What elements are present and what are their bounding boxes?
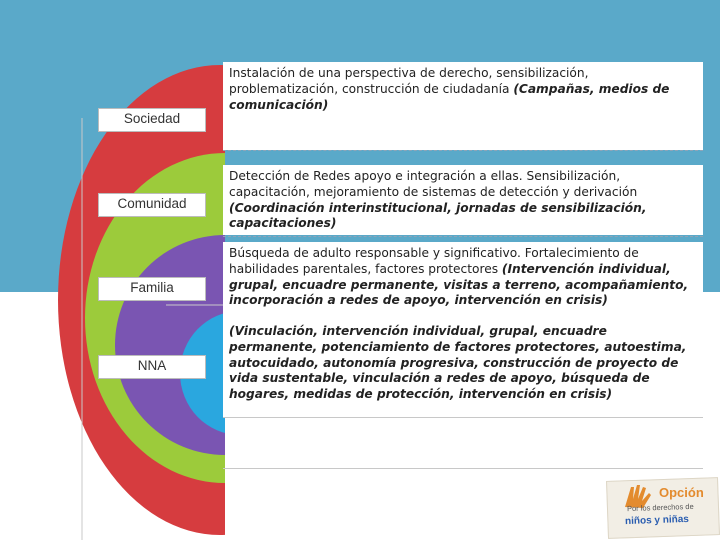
desc-sociedad (223, 62, 703, 150)
opcion-logo (607, 475, 717, 537)
desc-sociedad-text: Instalación de una perspectiva de derecho, sensibilización, problematización, construcción de ciudadanía (229, 66, 589, 96)
separator-4 (223, 417, 703, 418)
desc-familia-text: Búsqueda de adulto responsable y significativo. Fortalecimiento de habilidades parentales, factores protectores (229, 246, 639, 276)
logo-brand: Opción (659, 485, 704, 500)
label-sociedad: Sociedad (98, 108, 206, 132)
desc-familia (223, 242, 703, 322)
desc-nna-italic: (Vinculación, intervención individual, grupal, encuadre permanente, potenciamiento de factores protectores, autoestima, autocuidado, autonomía progresiva, construcción de proyecto de vida sustentable, vinculación a redes de apoyo, búsqueda de hogares, medidas de protección, intervención en crisis) (229, 324, 687, 402)
logo-tagline: Por los derechos de (626, 501, 694, 514)
separator-2 (223, 236, 703, 237)
separator-1 (223, 150, 703, 151)
label-familia: Familia (98, 277, 206, 301)
label-comunidad: Comunidad (98, 193, 206, 217)
desc-sociedad-italic: (Campañas, medios de comunicación) (229, 81, 670, 112)
label-nna: NNA (98, 355, 206, 379)
desc-comunidad-italic: (Coordinación interinstitucional, jornadas de sensibilización, capacitaciones) (229, 200, 647, 231)
desc-familia-italic: (Intervención individual, grupal, encuadre permanente, visitas a terreno, acompañamiento, incorporación a redes de apoyo, intervención en crisis) (229, 261, 689, 308)
separator-5 (223, 468, 703, 469)
desc-nna (223, 320, 703, 417)
logo-ninos: niños y niñas (624, 513, 690, 528)
desc-comunidad-text: Detección de Redes apoyo e integración a ellas. Sensibilización, capacitación, mejoramiento de sistemas de detección y derivación (229, 169, 638, 199)
desc-comunidad (223, 165, 703, 235)
